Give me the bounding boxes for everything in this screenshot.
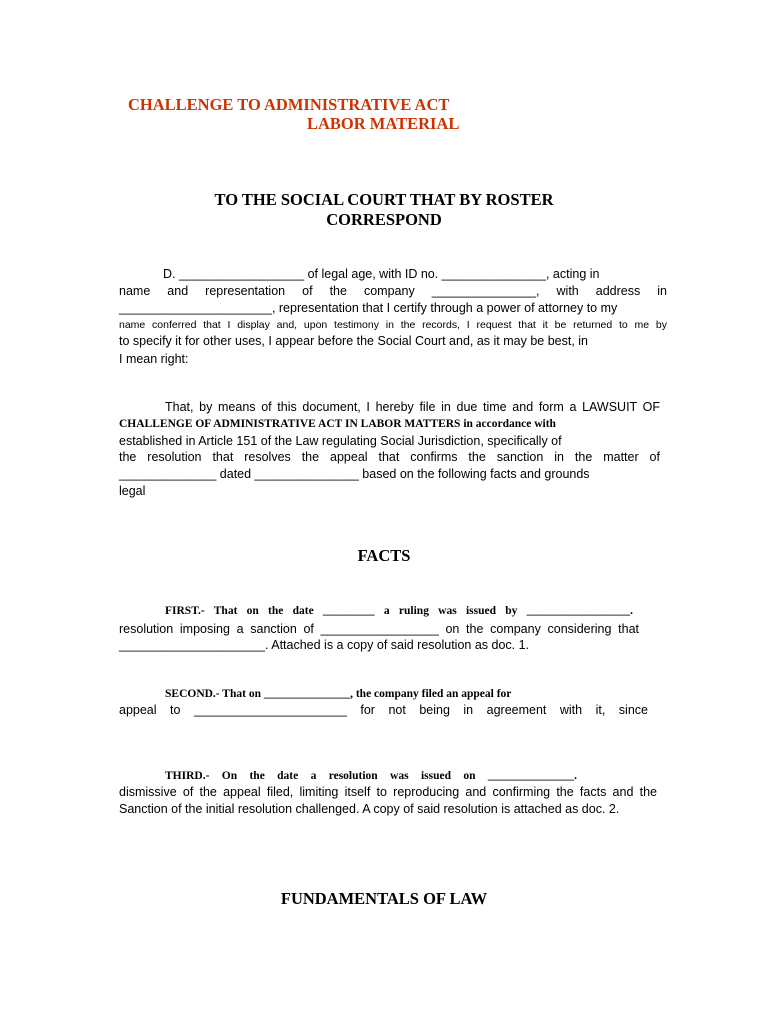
lawsuit-line-2: CHALLENGE OF ADMINISTRATIVE ACT IN LABOR MATTERS in accordance with: [119, 418, 556, 430]
document-title-line1: CHALLENGE TO ADMINISTRATIVE ACT: [128, 95, 450, 114]
document-title-line2: LABOR MATERIAL: [307, 114, 460, 133]
second-line-1: SECOND.- That on _______________, the company filed an appeal for: [165, 688, 512, 700]
first-line-2: resolution imposing a sanction of _________________ on the company considering that: [119, 622, 639, 636]
second-line-2: appeal to ______________________ for not being in agreement with it, since: [119, 703, 648, 717]
third-line-2: dismissive of the appeal filed, limiting itself to reproducing and confirming the facts and the: [119, 785, 657, 799]
intro-line-5: to specify it for other uses, I appear before the Social Court and, as it may be best, in: [119, 334, 589, 348]
intro-line-6: I mean right:: [119, 352, 189, 366]
lawsuit-line-3: established in Article 151 of the Law regulating Social Jurisdiction, specifically of: [119, 434, 562, 448]
facts-heading: FACTS: [357, 546, 411, 565]
lawsuit-line-6: legal: [119, 484, 146, 498]
fundamentals-heading: FUNDAMENTALS OF LAW: [280, 889, 488, 908]
first-line-3: _____________________. Attached is a copy of said resolution as doc. 1.: [119, 638, 530, 652]
court-heading-line1: TO THE SOCIAL COURT THAT BY ROSTER: [214, 190, 554, 209]
lawsuit-line-5: ______________ dated _______________ based on the following facts and grounds: [119, 467, 590, 481]
lawsuit-line-1: That, by means of this document, I hereby file in due time and form a LAWSUIT OF: [165, 400, 660, 414]
intro-line-3: ______________________, representation that I certify through a power of attorney to my: [119, 301, 618, 315]
intro-line-1: D. __________________ of legal age, with ID no. _______________, acting in: [163, 267, 600, 281]
court-heading-line2: CORRESPOND: [326, 210, 442, 229]
third-line-3: Sanction of the initial resolution challenged. A copy of said resolution is attached as doc. 2.: [119, 802, 620, 816]
lawsuit-line-4: the resolution that resolves the appeal that confirms the sanction in the matter of: [119, 450, 660, 464]
third-line-1: THIRD.- On the date a resolution was issued on _______________.: [165, 770, 577, 782]
first-line-1: FIRST.- That on the date _________ a ruling was issued by __________________.: [165, 605, 633, 617]
intro-line-2: name and representation of the company _______________, with address in: [119, 284, 667, 298]
intro-line-4: name conferred that I display and, upon testimony in the records, I request that it be returned to me by: [119, 319, 667, 331]
